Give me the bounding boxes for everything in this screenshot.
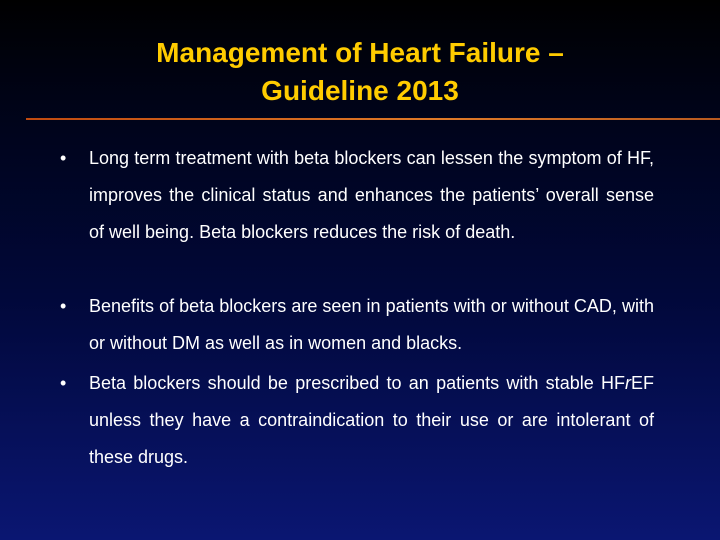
bullet-item bbox=[0, 140, 720, 251]
bullet-text-start: Beta blockers should be prescribed to an patients with stable HF bbox=[89, 373, 625, 393]
bullet-text-end: EF unless they have a contraindication to their use or are intolerant of these drugs. bbox=[89, 373, 654, 467]
slide-title-line-1: Management of Heart Failure – bbox=[156, 37, 564, 68]
bullet-text: Benefits of beta blockers are seen in patients with or without CAD, with or without DM as well as in women and blacks. bbox=[89, 296, 654, 353]
bullet-dot-icon: • bbox=[60, 148, 67, 168]
title-divider bbox=[26, 118, 720, 120]
bullet-dot-icon: • bbox=[60, 373, 67, 393]
bullet-item bbox=[0, 365, 720, 476]
bullet-text-italic: r bbox=[624, 373, 631, 393]
slide-title-line-2: Guideline 2013 bbox=[261, 75, 459, 106]
slide-title bbox=[40, 34, 680, 110]
bullet-text bbox=[89, 365, 654, 476]
bullet-dot-icon: • bbox=[60, 296, 67, 316]
bullet-text: Long term treatment with beta blockers can lessen the symptom of HF, improves the clinical status and enhances the patients’ overall sense of well being. Beta blockers reduces the risk of death. bbox=[89, 148, 654, 242]
bullet-item bbox=[0, 288, 720, 362]
